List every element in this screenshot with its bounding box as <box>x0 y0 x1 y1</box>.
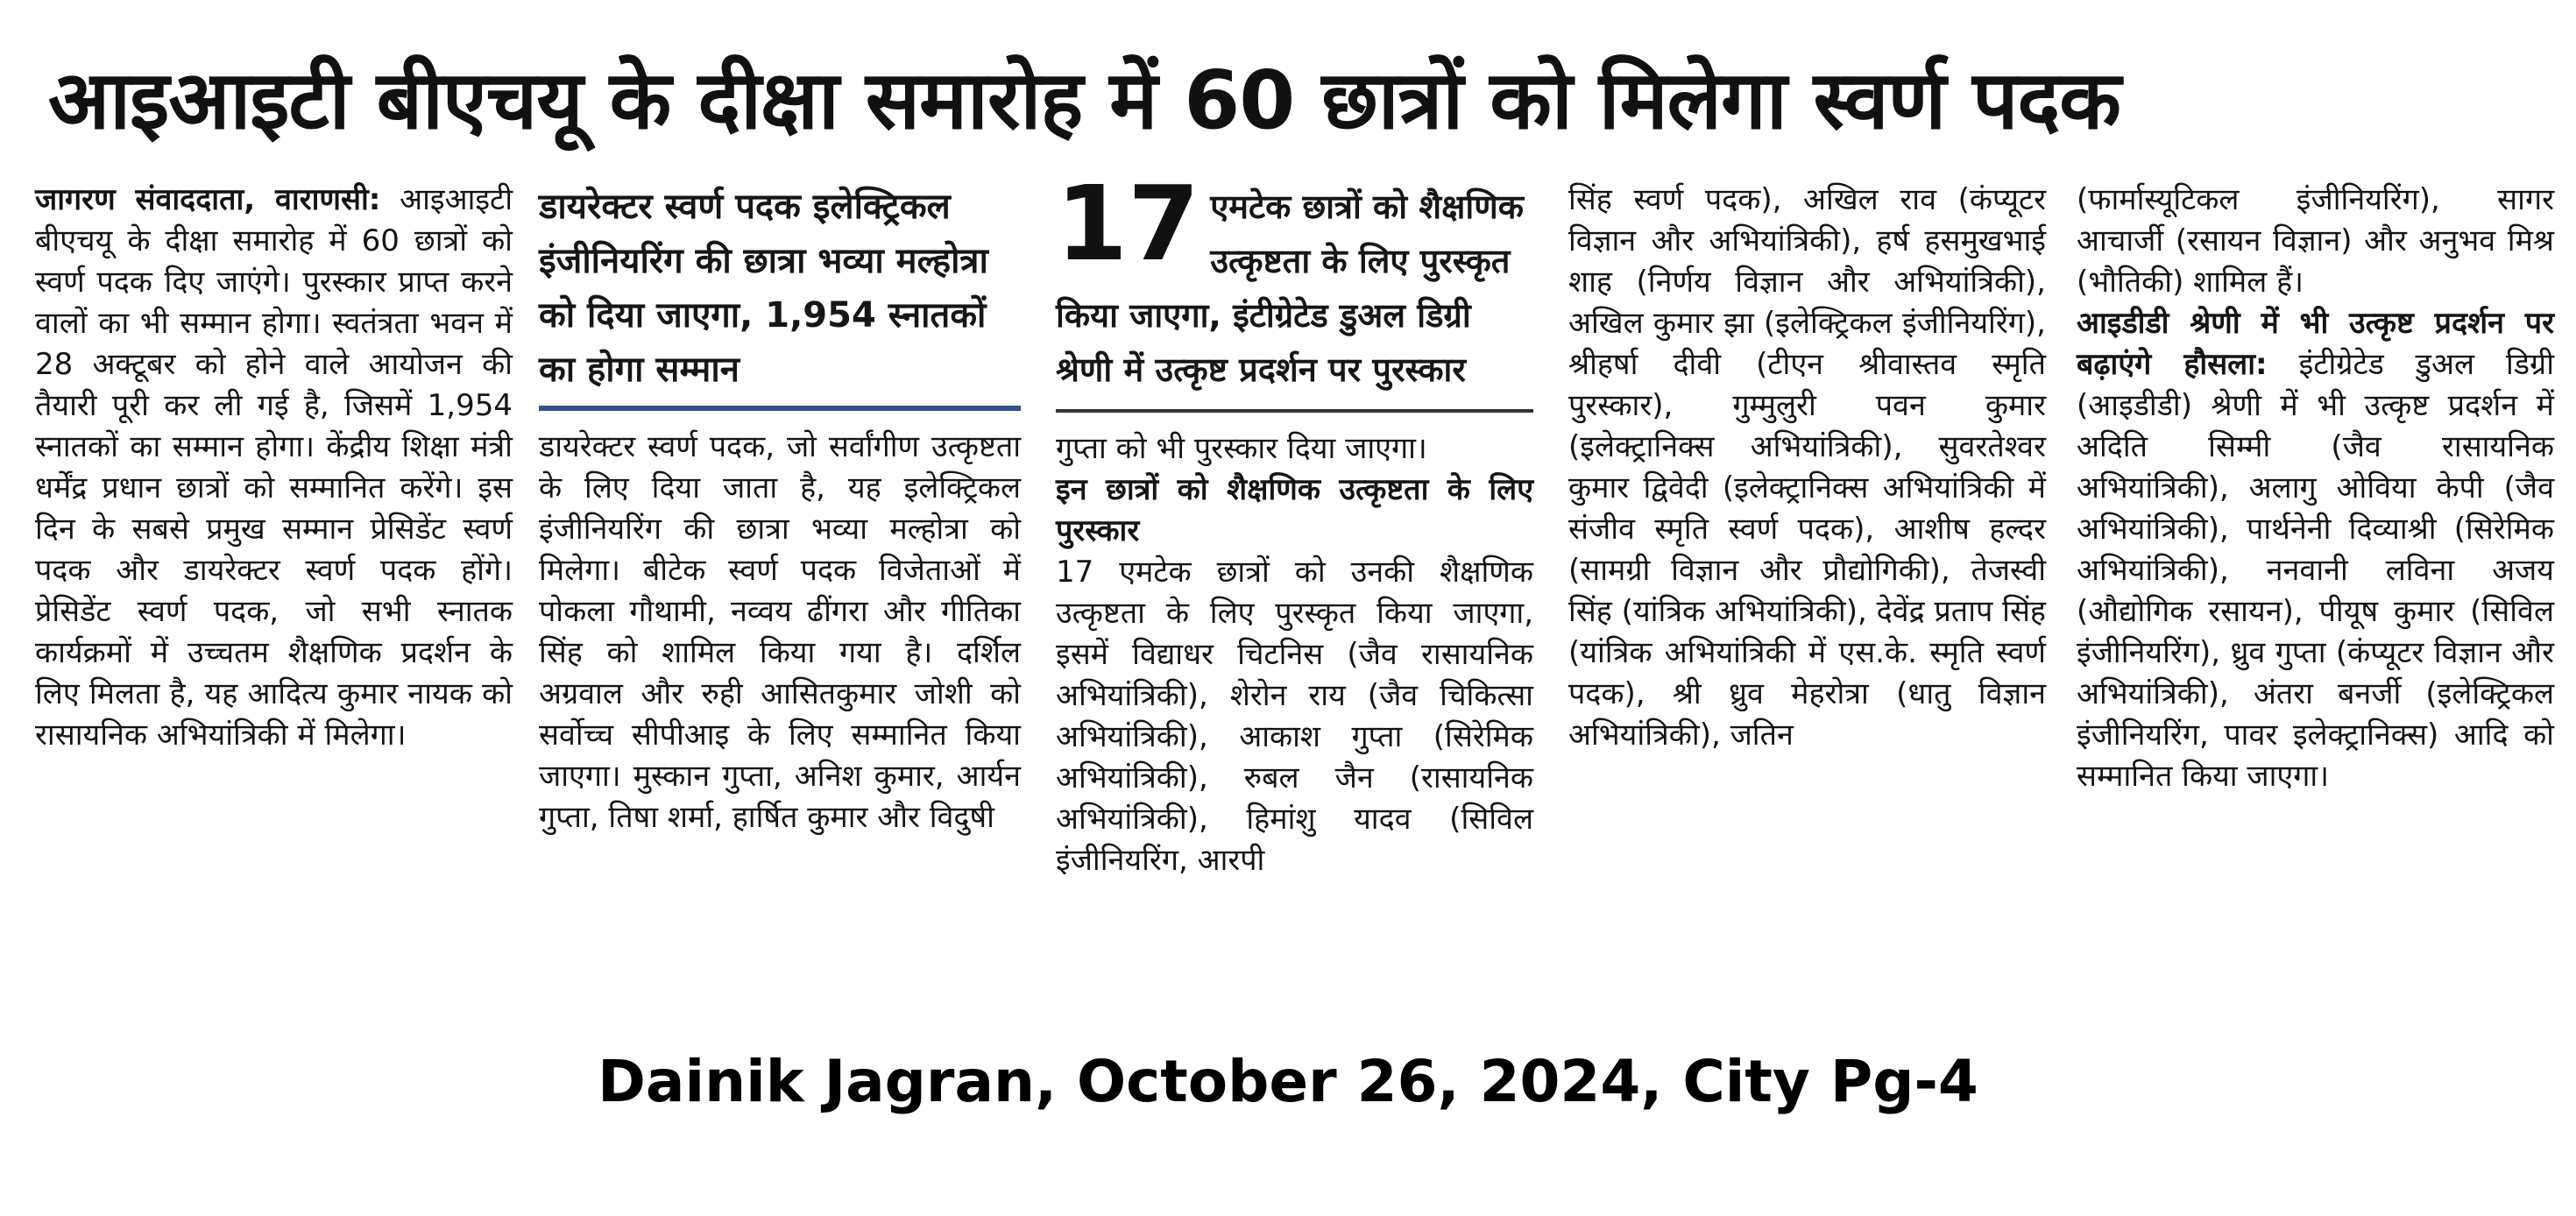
column-text <box>2077 303 2554 797</box>
highlight-number: 17 <box>1056 163 1200 284</box>
pull-quote: डायरेक्टर स्वर्ण पदक इलेक्ट्रिकल इंजीनियरिंग की छात्रा भव्या मल्होत्रा को दिया जाएगा, 1,954 स्नातकों का होगा सम्मान <box>539 187 988 390</box>
article-column-1 <box>35 180 513 756</box>
source-caption: Dainik Jagran, October 26, 2024, City Pg-4 <box>598 1048 1978 1115</box>
article-column-3 <box>1056 163 1533 881</box>
highlight-text: एमटेक छात्रों को शैक्षणिक उत्कृष्टता के लिए पुरस्कृत किया जाएगा, इंटीग्रेटेड डुअल डिग्री श्रेणी में उत्कृष्ट प्रदर्शन पर पुरस्कार <box>1056 187 1524 389</box>
column-lead: गुप्ता को भी पुरस्कार दिया जाएगा। <box>1056 431 1427 466</box>
column-text <box>35 180 513 756</box>
column-body-b: इंटीग्रेटेड डुअल डिग्री (आइडीडी) श्रेणी में भी उत्कृष्ट प्रदर्शन में अदिति सिम्मी (जैव रासायनिक अभियांत्रिकी), अलागु ओविया केपी (जैव अभियांत्रिकी), पार्थनेनी दिव्याश्री (सिरेमिक अभियांत्रिकी), ननवानी लविना अजय (औद्योगिक रसायन), पीयूष कुमार (सिविल इंजीनियरिंग), ध्रुव गुप्ता (कंप्यूटर विज्ञान और अभियांत्रिकी), अंतरा बनर्जी (इलेक्ट्रिकल इंजीनियरिंग, पावर इलेक्ट्रानिक्स) आदि को सम्मानित किया जाएगा। <box>2077 347 2554 794</box>
highlight-box <box>1056 163 1533 413</box>
column-body: डायरेक्टर स्वर्ण पदक, जो सर्वांगीण उत्कृष्टता के लिए दिया जाता है, यह इलेक्ट्रिकल इंजीनियरिंग की छात्रा भव्या मल्होत्रा को मिलेगा। बीटेक स्वर्ण पदक विजेताओं में पोकला गौथामी, नव्वय ढींगरा और गीतिका सिंह को शामिल किया गया है। दर्शिल अग्रवाल और रुही आसितकुमार जोशी को सर्वोच्च सीपीआइ के लिए सम्मानित किया जाएगा। मुस्कान गुप्ता, अनिश कुमार, आर्यन गुप्ता, तिषा शर्मा, हार्षित कुमार और विदुषी <box>539 429 1021 835</box>
column-body: 17 एमटेक छात्रों को उनकी शैक्षणिक उत्कृष्टता के लिए पुरस्कृत किया जाएगा, इसमें विद्याधर चिटनिस (जैव रासायनिक अभियांत्रिकी), शेरोन राय (जैव चिकित्सा अभियांत्रिकी), आकाश गुप्ता (सिरेमिक अभियांत्रिकी), रुबल जैन (रासायनिक अभियांत्रिकी), हिमांशु यादव (सिविल इंजीनियरिंग, आरपी <box>1056 555 1533 878</box>
article-column-5 <box>2077 180 2554 797</box>
subheading: इन छात्रों को शैक्षणिक उत्कृष्टता के लिए पुरस्कार <box>1056 472 1533 548</box>
pull-quote-rule <box>539 406 1021 411</box>
column-body: सिंह स्वर्ण पदक), अखिल राव (कंप्यूटर विज्ञान और अभियांत्रिकी), हर्ष हसमुखभाई शाह (निर्णय विज्ञान और अभियांत्रिकी), अखिल कुमार झा (इलेक्ट्रिकल इंजीनियरिंग), श्रीहर्षा दीवी (टीएन श्रीवास्तव स्मृति पुरस्कार), गुम्मुलुरी पवन कुमार (इलेक्ट्रानिक्स अभियांत्रिकी), सुवरतेश्वर कुमार द्विवेदी (इलेक्ट्रानिक्स अभियांत्रिकी में संजीव स्मृति स्वर्ण पदक), आशीष हल्दर (सामग्री विज्ञान और प्रौद्योगिकी), तेजस्वी सिंह (यांत्रिक अभियांत्रिकी), देवेंद्र प्रताप सिंह (यांत्रिक अभियांत्रिकी में एस.के. स्मृति स्वर्ण पदक), श्री ध्रुव मेहरोत्रा (धातु विज्ञान अभियांत्रिकी), जतिन <box>1568 182 2046 753</box>
section-lead: आइडीडी श्रेणी में भी उत्कृष्ट प्रदर्शन पर बढ़ाएंगे हौसला: <box>2077 306 2554 382</box>
column-body: आइआइटी बीएचयू के दीक्षा समारोह में 60 छात्रों को स्वर्ण पदक दिए जाएंगे। पुरस्कार प्राप्त करने वालों का भी सम्मान होगा। स्वतंत्रता भवन में 28 अक्टूबर को होने वाले आयोजन की तैयारी पूरी कर ली गई है, जिसमें 1,954 स्नातकों का सम्मान होगा। केंद्रीय शिक्षा मंत्री धर्मेंद्र प्रधान छात्रों को सम्मानित करेंगे। इस दिन के सबसे प्रमुख सम्मान प्रेसिडेंट स्वर्ण पदक और डायरेक्टर स्वर्ण पदक होंगे। प्रेसिडेंट स्वर्ण पदक, जो सभी स्नातक कार्यक्रमों में उच्चतम शैक्षणिक प्रदर्शन के लिए मिलता है, यह आदित्य कुमार नायक को रासायनिक अभियांत्रिकी में मिलेगा। <box>35 182 513 753</box>
highlight-rule <box>1056 409 1533 413</box>
article-column-2 <box>539 180 1021 838</box>
byline: जागरण संवाददाता, वाराणसी: <box>35 182 381 217</box>
article-column-4 <box>1568 180 2046 756</box>
article-headline: आइआइटी बीएचयू के दीक्षा समारोह में 60 छात्रों को मिलेगा स्वर्ण पदक <box>48 53 2120 147</box>
column-body-a: (फार्मास्यूटिकल इंजीनियरिंग), सागर आचार्जी (रसायन विज्ञान) और अनुभव मिश्र (भौतिकी) शामिल हैं। <box>2077 182 2554 300</box>
